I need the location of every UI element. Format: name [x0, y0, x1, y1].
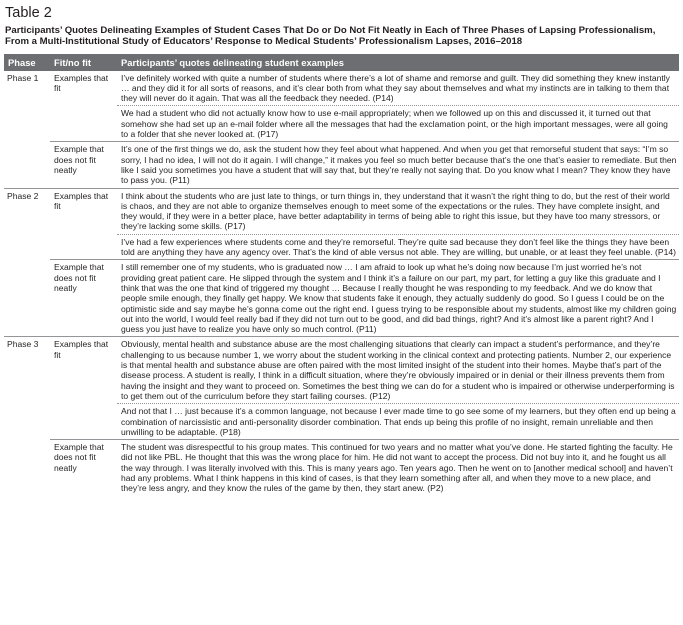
fit-label: Example that does not fit neatly	[54, 442, 104, 473]
quote-cell: Obviously, mental health and substance abuse are the most challenging situations that clearly can impact a student’s performance, and they’re challenging to us because number 1, we worry about the student working in the clinical context and protecting patients. Number 2, our experience is that mental health and substance abuse are often paired with the most limited insight of the student into their homes. Maybe that’s part of the disease process. A student is really, I think in a difficult situation, where they’re obviously impaired or in denial or their illness prevents them from having the insight and they want to proceed on. Sometimes the best thing we can do for a student who is impaired or otherwise underperforming is to get them out of the curriculum before they start failing courses. (P12)	[117, 337, 679, 404]
header-fit: Fit/no fit	[50, 54, 117, 71]
quote-cell: I’ve definitely worked with quite a number of students where there’s a lot of shame and remorse and guilt. They did something they knew instantly … and they did it for all sorts of reasons, and it’s clear both from what they say about themselves and what my instincts are in talking to them that they will never do it again. That was all the feedback they needed. (P14)	[117, 71, 679, 106]
phase-label: Phase 3	[7, 339, 39, 350]
table-row	[4, 440, 679, 496]
table-row	[4, 337, 679, 404]
header-row	[4, 54, 679, 71]
fit-label: Example that does not fit neatly	[50, 260, 117, 337]
quote-cell: I still remember one of my students, who is graduated now … I am afraid to look up what he’s doing now because I’m just worried he’s not providing great patient care. He slipped through the system and I think it’s a failure on our part, my part, for letting a guy like this graduate and I think that was the one that kind of triggered my thought … Because I really thought he was responding to my feedback. And we do know that people smile enough, they finally get happy. We know that students fake it enough, they actually suddenly do good. So I guess I could be on the optimistic side and say maybe he’s gonna come out the right end. I guess trying to be responsible about my students, almost like my children going out into the world, I would feel really bad if they did not turn out to be good, and did bad things, right? And it’s almost like a parent right? And I guess you just have to realize you have only so much control. (P11)	[117, 260, 679, 337]
quotes-table	[4, 54, 679, 496]
table-label: Table 2	[5, 5, 52, 21]
fit-label: Example that does not fit neatly	[50, 142, 117, 188]
quote-cell: It’s one of the first things we do, ask the student how they feel about what happened. And when you get that remorseful student that says: “I’m so sorry, I had no idea, I will not do it again. I will change,” it makes you feel so much better because that’s the one that’s easier to remediate. But then like I said you sometimes you have a student that will say that, but they’re really not saying that. Do you know what I mean? They know they have to pass you. (P11)	[117, 142, 679, 188]
quote-cell: I’ve had a few experiences where students come and they’re remorseful. They’re quite sad because they don’t feel like the things they have been told are anything they have any agency over. That’s the kind of able versus not able. They are willing, but unable, or at least they feel unable. (P14)	[117, 234, 679, 260]
phase-label: Phase 1	[4, 71, 50, 188]
fit-label: Examples that fit	[50, 188, 117, 260]
table-caption: Participants’ Quotes Delineating Examples of Student Cases That Do or Do Not Fit Neatly in Each of Three Phases of Lapsing Professionalism, From a Multi-Institutional Study of Educators’ Response to Medical Students’ Professionalism Lapses, 2016–2018	[5, 25, 656, 48]
table-row	[4, 142, 679, 188]
table-row	[4, 71, 679, 106]
table-row	[4, 260, 679, 337]
fit-label: Examples that fit	[50, 71, 117, 142]
table-row	[4, 188, 679, 234]
header-quotes: Participants’ quotes delineating student examples	[117, 54, 679, 71]
fit-label: Examples that fit	[50, 337, 117, 440]
quote-cell: We had a student who did not actually know how to use e-mail appropriately; when we followed up on this and discussed it, it turned out that somehow she had set up an e-mail folder where all the messages that had the exclamation point, or the high important messages, were all going to a folder that she never looked at. (P17)	[117, 106, 679, 142]
phase-label: Phase 2	[4, 188, 50, 337]
header-phase: Phase	[4, 54, 50, 71]
quote-cell: I think about the students who are just late to things, or turn things in, they understand that it wasn’t the right thing to do, but the rest of their world is chaos, and they are not able to organize themselves enough to meet some of the expectations or the rules. They have complete insight, and they would, if they were in a better place, have better adaptability in terms of being able to right this issue, but they have too many stressors, or they’re lacking some skills. (P17)	[117, 188, 679, 234]
quote-cell: And not that I … just because it’s a common language, not because I ever made time to go see some of my learners, but they often end up being a combination of narcissistic and anti-personality disorder combination. That ends up being this profile of no insight, remain unreliable and then unwilling to be adaptable. (P18)	[117, 404, 679, 440]
quote-cell: The student was disrespectful to his group mates. This continued for two years and no matter what you’ve done. He started fighting the faculty. He did not like PBL. He thought that this was the wrong place for him. He did not want to accept the process. Did not buy into it, and he fought us all the way through. I was literally involved with this. This is many years ago. Ten years ago. Then he went on to [another medical school] and haven’t had any problems. What I think happens in this kind of cases, is that they learn something after all, and when they move to a new place, and they’re less angry, and they know the rules of the game by then, they start anew. (P2)	[121, 442, 673, 494]
